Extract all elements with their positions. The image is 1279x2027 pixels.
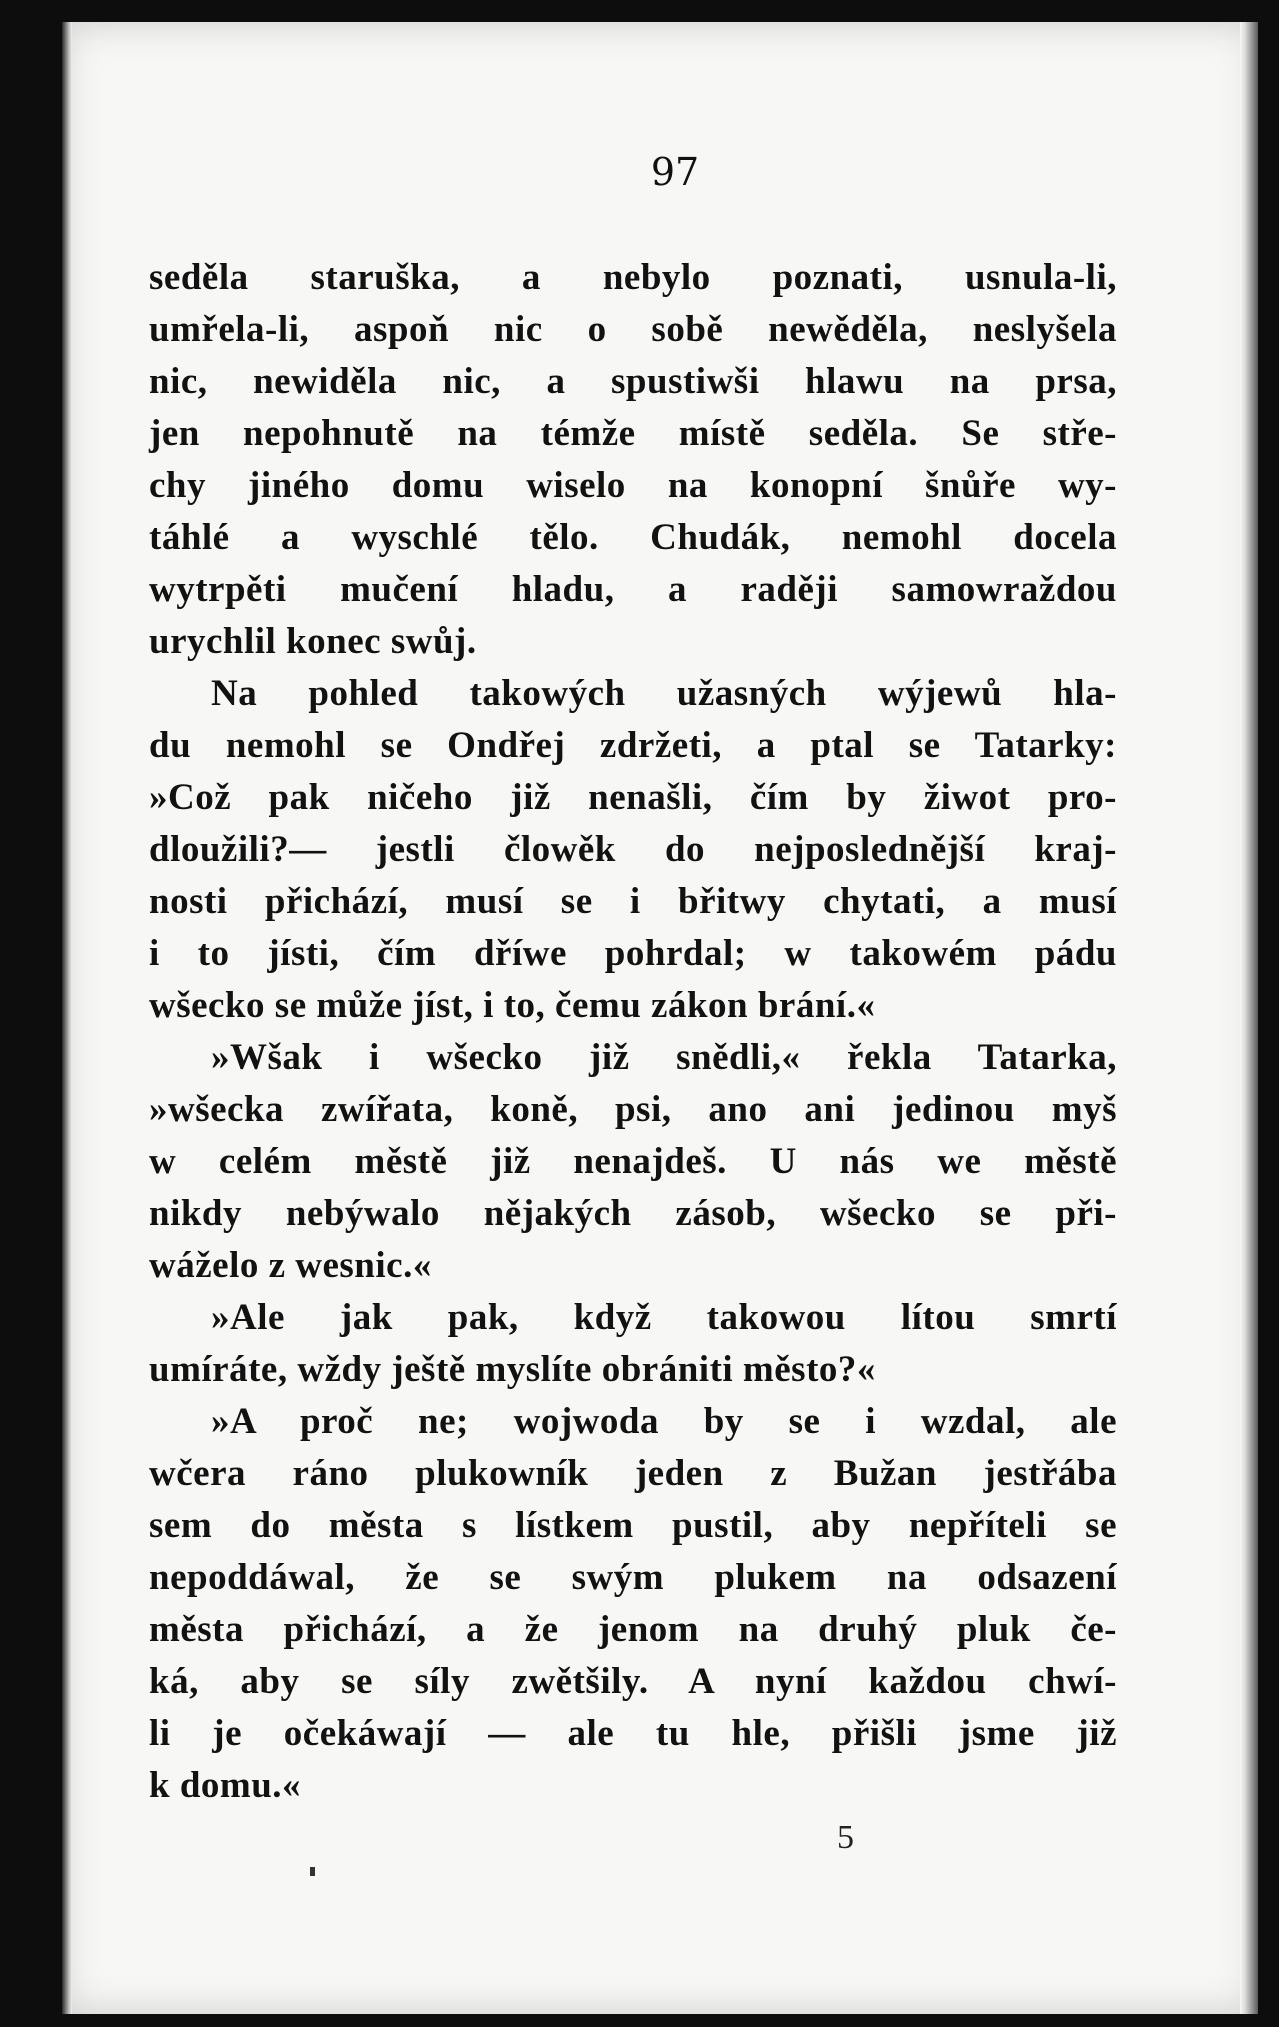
text-line: nikdy nebýwalo nějakých zásob, wšecko se při- — [149, 1193, 1117, 1234]
text-line: táhlé a wyschlé tělo. Chudák, nemohl docela — [149, 517, 1117, 558]
text-line: »Wšak i wšecko již snědli,« řekla Tatarka, — [211, 1037, 1117, 1078]
text-line: wšecko se může jíst, i to, čemu zákon brání.« — [149, 985, 876, 1026]
text-line: nepoddáwal, že se swým plukem na odsazení — [149, 1557, 1117, 1598]
text-line: seděla staruška, a nebylo poznati, usnula-li, — [149, 257, 1117, 298]
page-left-edge — [62, 22, 72, 2014]
text-line: Na pohled takowých užasných wýjewů hla- — [211, 673, 1117, 714]
text-line: města přichází, a že jenom na druhý pluk če- — [149, 1609, 1117, 1650]
text-line: dloužili?— jestli člowěk do nejposlednější kraj- — [149, 829, 1117, 870]
text-line: k domu.« — [149, 1765, 302, 1806]
text-line: w celém městě již nenajdeš. U nás we městě — [149, 1141, 1117, 1182]
body-text — [149, 252, 1117, 1812]
signature-mark: 5 — [837, 1819, 854, 1856]
text-line: wáželo z wesnic.« — [149, 1245, 432, 1286]
text-line: »A proč ne; wojwoda by se i wzdal, ale — [211, 1401, 1117, 1442]
text-line: wytrpěti mučení hladu, a raději samowraždou — [149, 569, 1117, 610]
page-number: 97 — [650, 150, 700, 194]
text-line: umíráte, wždy ještě myslíte obrániti město?« — [149, 1349, 876, 1390]
text-line: »Ale jak pak, když takowou lítou smrtí — [211, 1297, 1117, 1338]
text-line: ká, aby se síly zwětšily. A nyní každou chwí- — [149, 1661, 1117, 1702]
text-line: »Což pak ničeho již nenašli, čím by žiwot pro- — [149, 777, 1117, 818]
text-line: sem do města s lístkem pustil, aby nepříteli se — [149, 1505, 1117, 1546]
page-right-edge — [1240, 22, 1258, 2014]
text-line: nic, newiděla nic, a spustiwši hlawu na prsa, — [149, 361, 1117, 402]
book-page — [62, 22, 1258, 2014]
text-line: wčera ráno plukowník jeden z Bužan jestřába — [149, 1453, 1117, 1494]
ink-speck — [310, 1867, 315, 1876]
text-line: »wšecka zwířata, koně, psi, ano ani jedinou myš — [149, 1089, 1117, 1130]
text-line: jen nepohnutě na témže místě seděla. Se stře- — [149, 413, 1117, 454]
text-line: urychlil konec swůj. — [149, 621, 477, 662]
text-line: li je očekáwají — ale tu hle, přišli jsme již — [149, 1713, 1117, 1754]
text-line: du nemohl se Ondřej zdržeti, a ptal se Tatarky: — [149, 725, 1117, 766]
text-line: chy jiného domu wiselo na konopní šnůře wy- — [149, 465, 1117, 506]
text-line: umřela-li, aspoň nic o sobě newěděla, neslyšela — [149, 309, 1117, 350]
text-line: i to jísti, čím dříwe pohrdal; w takowém pádu — [149, 933, 1117, 974]
text-line: nosti přichází, musí se i břitwy chytati, a musí — [149, 881, 1117, 922]
